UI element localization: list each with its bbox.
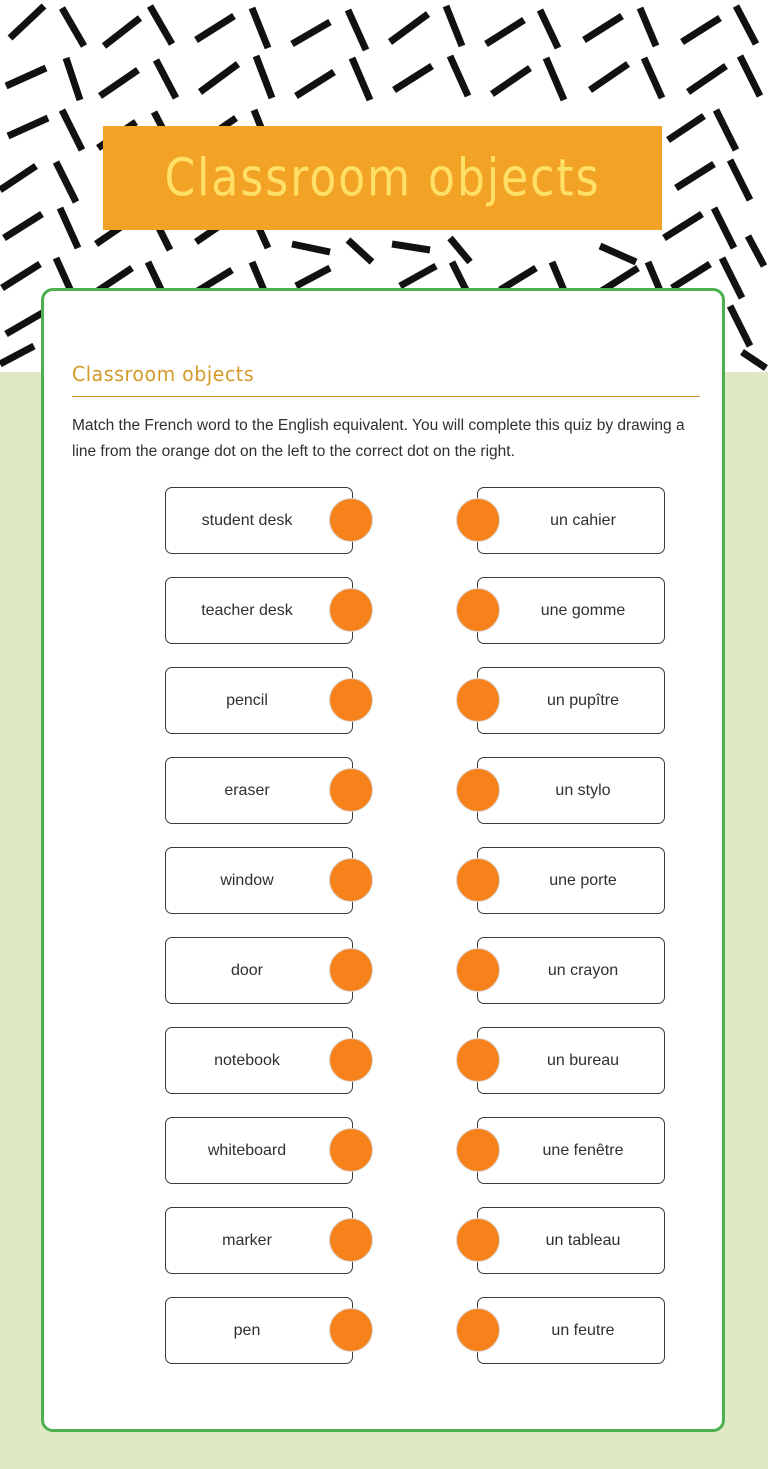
match-option-right-label: un feutre [551,1321,615,1339]
match-option-right[interactable] [477,1027,665,1094]
match-row [72,1297,700,1387]
section-title: Classroom objects [72,363,255,387]
match-row [72,1027,700,1117]
match-option-right-label: une gomme [540,601,626,619]
match-option-left[interactable] [165,937,353,1004]
match-option-right[interactable] [477,487,665,554]
match-connector-dot-right[interactable] [456,678,500,722]
match-row [72,847,700,937]
match-connector-dot-left[interactable] [329,768,373,812]
match-option-left-label: door [230,961,264,979]
match-connector-dot-left[interactable] [329,1038,373,1082]
match-row [72,1117,700,1207]
match-option-right[interactable] [477,1207,665,1274]
match-option-left[interactable] [165,487,353,554]
match-connector-dot-right[interactable] [456,858,500,902]
match-option-right-label: un cahier [550,511,616,529]
match-connector-dot-left[interactable] [329,858,373,902]
worksheet-content [72,363,700,1387]
match-row [72,487,700,577]
match-connector-dot-right[interactable] [456,1038,500,1082]
match-connector-dot-left[interactable] [329,588,373,632]
match-option-left-label: pencil [226,691,268,709]
match-option-left-label: whiteboard [207,1141,287,1159]
match-option-left[interactable] [165,1027,353,1094]
match-option-left[interactable] [165,1297,353,1364]
match-row [72,1207,700,1297]
worksheet-card [41,288,725,1432]
match-connector-dot-right[interactable] [456,588,500,632]
match-connector-dot-left[interactable] [329,1218,373,1262]
match-option-right[interactable] [477,847,665,914]
match-row [72,757,700,847]
match-connector-dot-right[interactable] [456,948,500,992]
match-option-right-label: un tableau [545,1231,621,1249]
match-option-right[interactable] [477,1117,665,1184]
match-connector-dot-left[interactable] [329,498,373,542]
match-option-right[interactable] [477,937,665,1004]
match-option-left[interactable] [165,667,353,734]
match-row [72,667,700,757]
match-connector-dot-left[interactable] [329,1128,373,1172]
instructions-text: Match the French word to the English equivalent. You will complete this quiz by drawing a line from the orange dot on the left to the correct dot on the right. [72,417,685,460]
match-option-right[interactable] [477,1297,665,1364]
match-option-right-label: un crayon [547,961,619,979]
match-option-left[interactable] [165,757,353,824]
match-option-right-label: une porte [549,871,617,889]
match-connector-dot-left[interactable] [329,948,373,992]
match-connector-dot-right[interactable] [456,1308,500,1352]
match-connector-dot-left[interactable] [329,678,373,722]
match-connector-dot-right[interactable] [456,1218,500,1262]
match-option-left[interactable] [165,577,353,644]
match-option-left-label: window [220,871,274,889]
match-option-left-label: notebook [214,1051,280,1069]
match-option-right-label: un pupître [546,691,620,709]
match-option-left-label: teacher desk [201,601,293,619]
match-option-right-label: une fenêtre [542,1141,624,1159]
matching-exercise-grid [72,487,700,1387]
match-option-right-label: un bureau [546,1051,620,1069]
match-option-left-label: eraser [224,781,270,799]
match-option-right[interactable] [477,757,665,824]
match-option-left[interactable] [165,847,353,914]
match-connector-dot-right[interactable] [456,1128,500,1172]
match-row [72,577,700,667]
match-option-left[interactable] [165,1117,353,1184]
match-option-left-label: marker [222,1231,272,1249]
match-option-right-label: un stylo [555,781,611,799]
match-connector-dot-right[interactable] [456,768,500,812]
match-option-left-label: student desk [201,511,293,529]
match-option-left[interactable] [165,1207,353,1274]
page-title-banner [103,126,662,230]
section-title-divider [72,396,700,397]
match-option-right[interactable] [477,667,665,734]
match-connector-dot-right[interactable] [456,498,500,542]
match-option-right[interactable] [477,577,665,644]
page-title: Classroom objects [164,147,601,209]
match-connector-dot-left[interactable] [329,1308,373,1352]
match-row [72,937,700,1027]
match-option-left-label: pen [233,1321,261,1339]
